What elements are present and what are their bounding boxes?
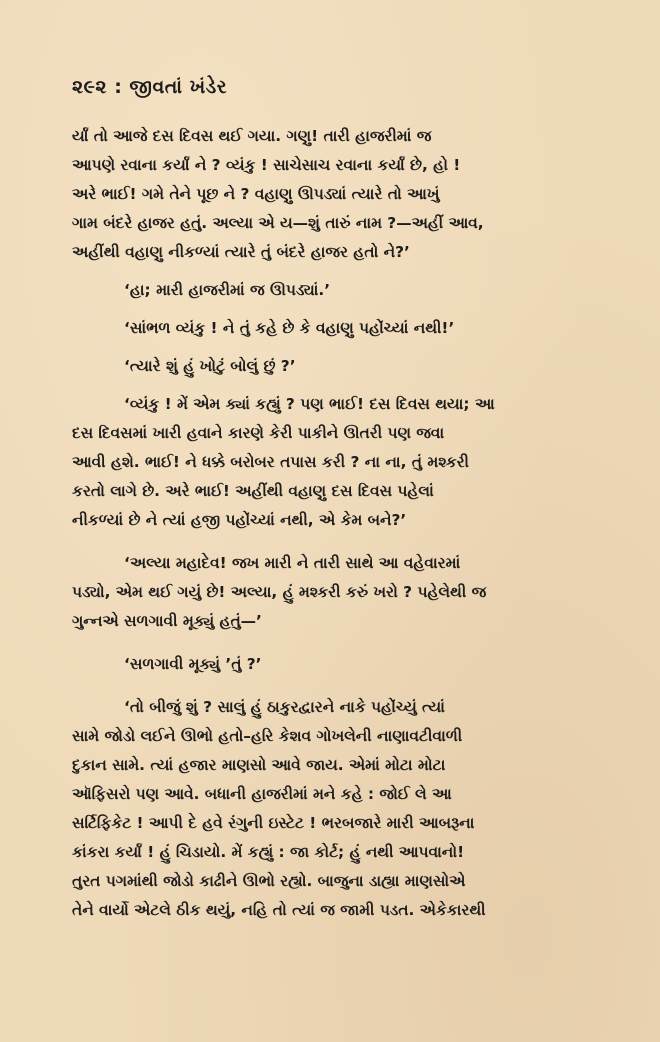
text-line: તુરત પગમાંથી જોડો કાઢીને ઊભો રહ્યો. બાજુના ડાહ્યા માણસોએ — [72, 872, 466, 890]
text-line: આપણે રવાના કર્યાં ને ? વ્યંકુ ! સાચેસાચ રવાના કર્યાં છે, હો ! — [72, 156, 461, 174]
paragraph-first-line: ‘તો બીજું શું ? સાલું હું ઠાકુરદ્વારને નાકે પહોંચ્યું ત્યાં — [124, 698, 445, 716]
text-line: અહીંથી વહાણુ નીકળ્યાં ત્યારે તું બંદરે હાજર હતો ને?’ — [72, 243, 410, 261]
page-number: ૨૯૨ — [72, 76, 108, 98]
header-separator: : — [114, 76, 123, 98]
text-line: દસ દિવસમાં ખારી હવાને કારણે કેરી પાકીને ઊતરી પણ જવા — [72, 424, 445, 442]
dialogue-line: ‘હા; મારી હાજરીમાં જ ઊપડ્યાં.’ — [124, 281, 331, 299]
dialogue-line: ‘સાંભળ વ્યંકુ ! ને તું કહે છે કે વહાણુ પહોંચ્યાં નથી!’ — [124, 319, 455, 337]
body-text — [72, 122, 592, 925]
paragraph-first-line: ‘અલ્યા મહાદેવ! જખ મારી ને તારી સાથે આ વહેવારમાં — [124, 554, 461, 572]
text-line: ઑફિસરો પણ આવે. બધાની હાજરીમાં મને કહે : જોઈ લે આ — [72, 785, 452, 803]
paragraph-first-line: ‘વ્યંકુ ! મેં એમ ક્યાં કહ્યું ? પણ ભાઈ! દસ દિવસ થયા; આ — [124, 395, 495, 413]
text-line: આવી હશે. ભાઈ! ને ધક્કે બરોબર તપાસ કરી ? ના ના, તું મશ્કરી — [72, 453, 469, 471]
dialogue-line: ‘ત્યારે શું હું ખોટું બોલું છું ?’ — [124, 357, 296, 375]
text-line: સર્ટિફિકેટ ! આપી દે હવે રંગુની ઇસ્ટેટ ! ભરબજારે મારી આબરૂના — [72, 814, 475, 832]
text-line: ગામ બંદરે હાજર હતું. અલ્યા એ ય—શું તારું નામ ?—અહીં આવ, — [72, 214, 484, 232]
text-line: કાંકરા કર્યાં ! હું ચિડાયો. મેં કહ્યું : જા કોર્ટ; હું નથી આપવાનો! — [72, 843, 465, 861]
text-line: નીકળ્યાં છે ને ત્યાં હજી પહોંચ્યાં નથી, એ કેમ બને?’ — [72, 511, 407, 529]
text-line: અરે ભાઈ! ગમે તેને પૂછ ને ? વહાણુ ઊપડ્યાં ત્યારે તો આખું — [72, 185, 440, 203]
text-line: ર્યાં તો આજે દસ દિવસ થઈ ગયા. ગણુ! તારી હાજરીમાં જ — [72, 127, 432, 145]
text-line: પડ્યો, એમ થઈ ગયું છે! અલ્યા, હું મશ્કરી કરું ખરો ? પહેલેથી જ — [72, 583, 487, 601]
text-line: સામે જોડો લઈને ઊભો હતો–હરિ કેશવ ગોખલેની નાણાવટીવાળી — [72, 727, 463, 745]
page-header — [72, 76, 227, 98]
text-line: દુકાન સામે. ત્યાં હજાર માણસો આવે જાય. એમાં મોટા મોટા — [72, 756, 446, 774]
text-line: કરતો લાગે છે. અરે ભાઈ! અહીંથી વહાણુ દસ દિવસ પહેલાં — [72, 482, 434, 500]
text-line: ગુન્નએ સળગાવી મૂક્યું હતું—’ — [72, 612, 262, 630]
text-line: તેને વાર્યો એટલે ઠીક થયું, નહિ તો ત્યાં જ જામી પડત. એકેકારથી — [72, 901, 486, 919]
book-title: જીવતાં ખંડેર — [129, 76, 228, 98]
dialogue-line: ‘સળગાવી મૂક્યું ’તું ?’ — [124, 655, 262, 673]
